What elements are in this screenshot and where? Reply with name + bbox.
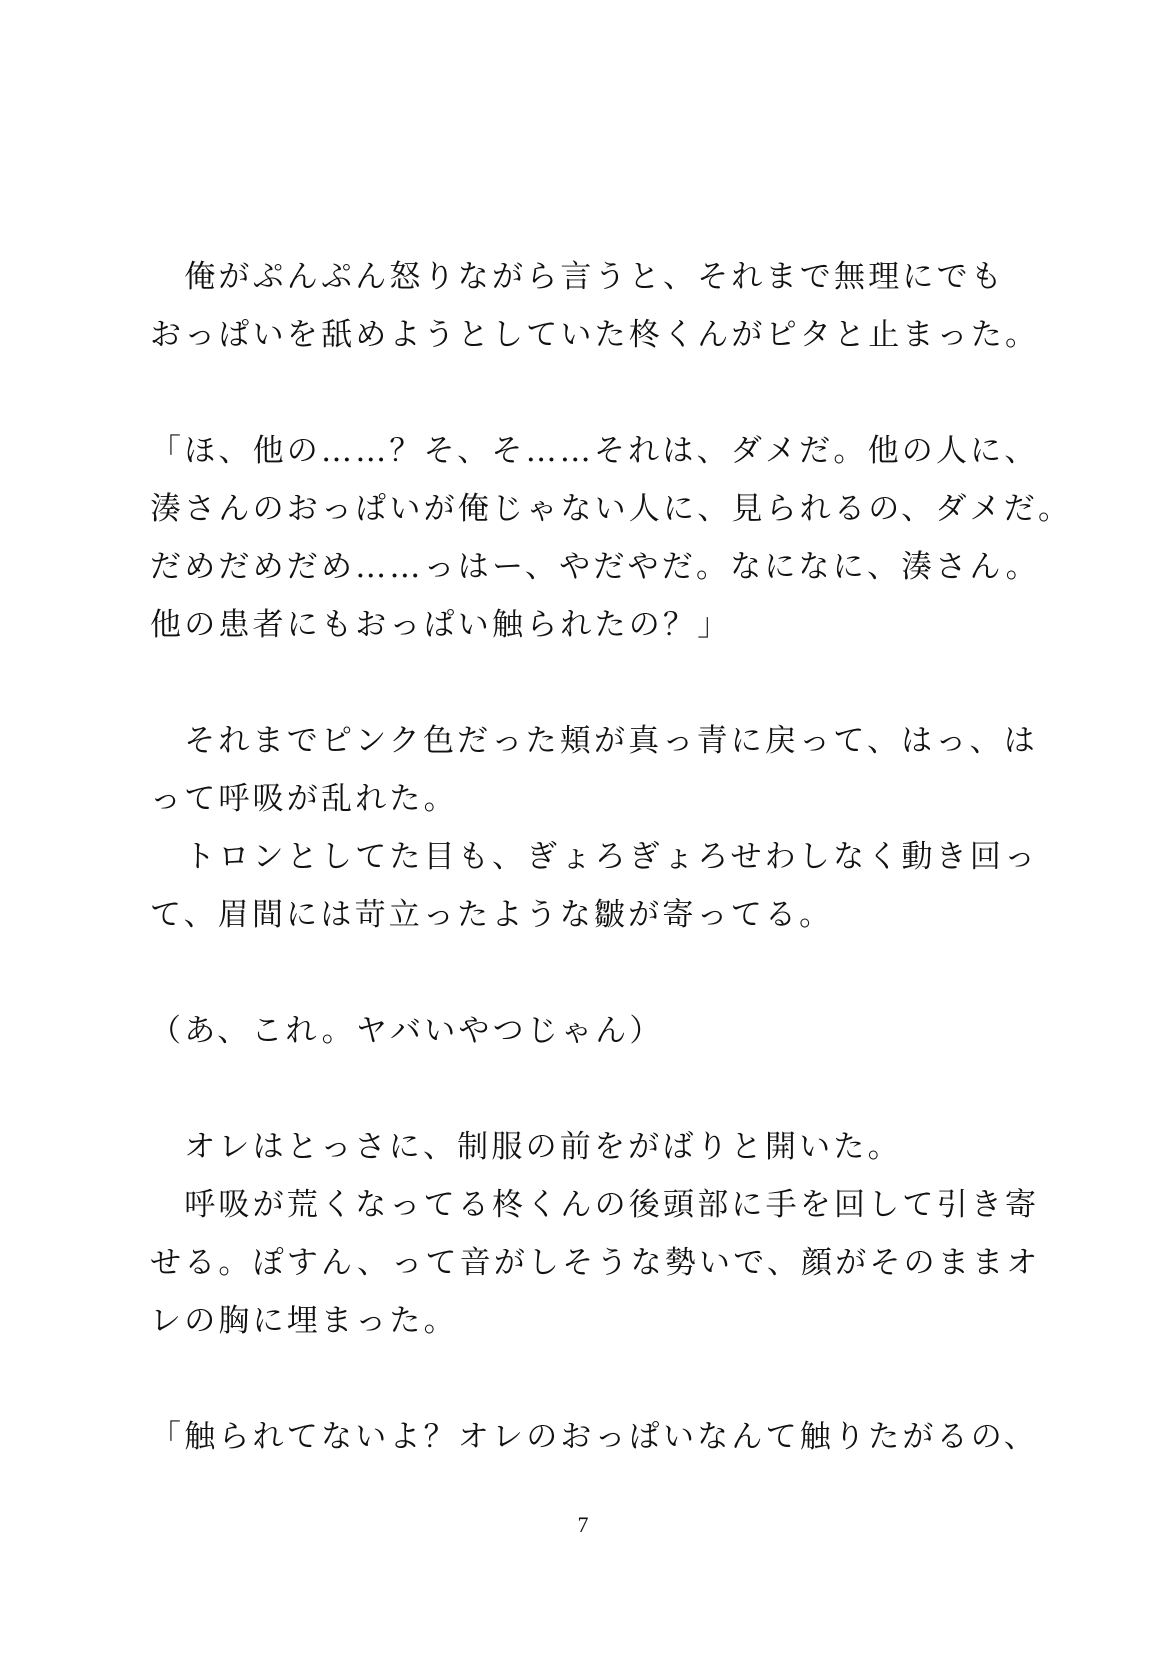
text-line: レの胸に埋まった。 <box>150 1303 458 1339</box>
text-line: 「ほ、他の……？そ、そ……それは、ダメだ。他の人に、 <box>150 433 1039 469</box>
blank-line <box>150 944 1030 1002</box>
text-line: トロンとしてた目も、ぎょろぎょろせわしなく動き回っ <box>150 839 1039 875</box>
text-line: 他の患者にもおっぱい触られたの？」 <box>150 607 732 643</box>
text-line: おっぱいを舐めようとしていた柊くんがピタと止まった。 <box>150 317 1040 353</box>
blank-line <box>150 364 1030 422</box>
text-line: 湊さんのおっぱいが俺じゃない人に、見られるの、ダメだ。 <box>150 491 1073 527</box>
text-line: 「触られてないよ？オレのおっぱいなんて触りたがるの、 <box>150 1419 1038 1455</box>
text-line: オレはとっさに、制服の前をがばりと開いた。 <box>150 1129 902 1165</box>
text-line: て、眉間には苛立ったような皺が寄ってる。 <box>150 897 834 933</box>
text-line: （あ、これ。ヤバいやつじゃん） <box>150 1013 664 1049</box>
text-line: せる。ぽすん、って音がしそうな勢いで、顔がそのままオ <box>150 1245 1041 1281</box>
blank-line <box>150 1060 1030 1118</box>
text-line: って呼吸が乱れた。 <box>150 781 458 817</box>
text-line: 俺がぷんぷん怒りながら言うと、それまで無理にでも <box>150 259 1005 295</box>
text-line: 呼吸が荒くなってる柊くんの後頭部に手を回して引き寄 <box>150 1187 1040 1223</box>
body-text <box>150 248 1073 1466</box>
text-line: それまでピンク色だった頬が真っ青に戻って、はっ、は <box>150 723 1038 759</box>
blank-line <box>150 1350 1030 1408</box>
blank-line <box>150 654 1030 712</box>
page-number: 7 <box>577 1512 589 1537</box>
text-line: だめだめだめ……っはー、やだやだ。なになに、湊さん。 <box>150 549 1040 585</box>
